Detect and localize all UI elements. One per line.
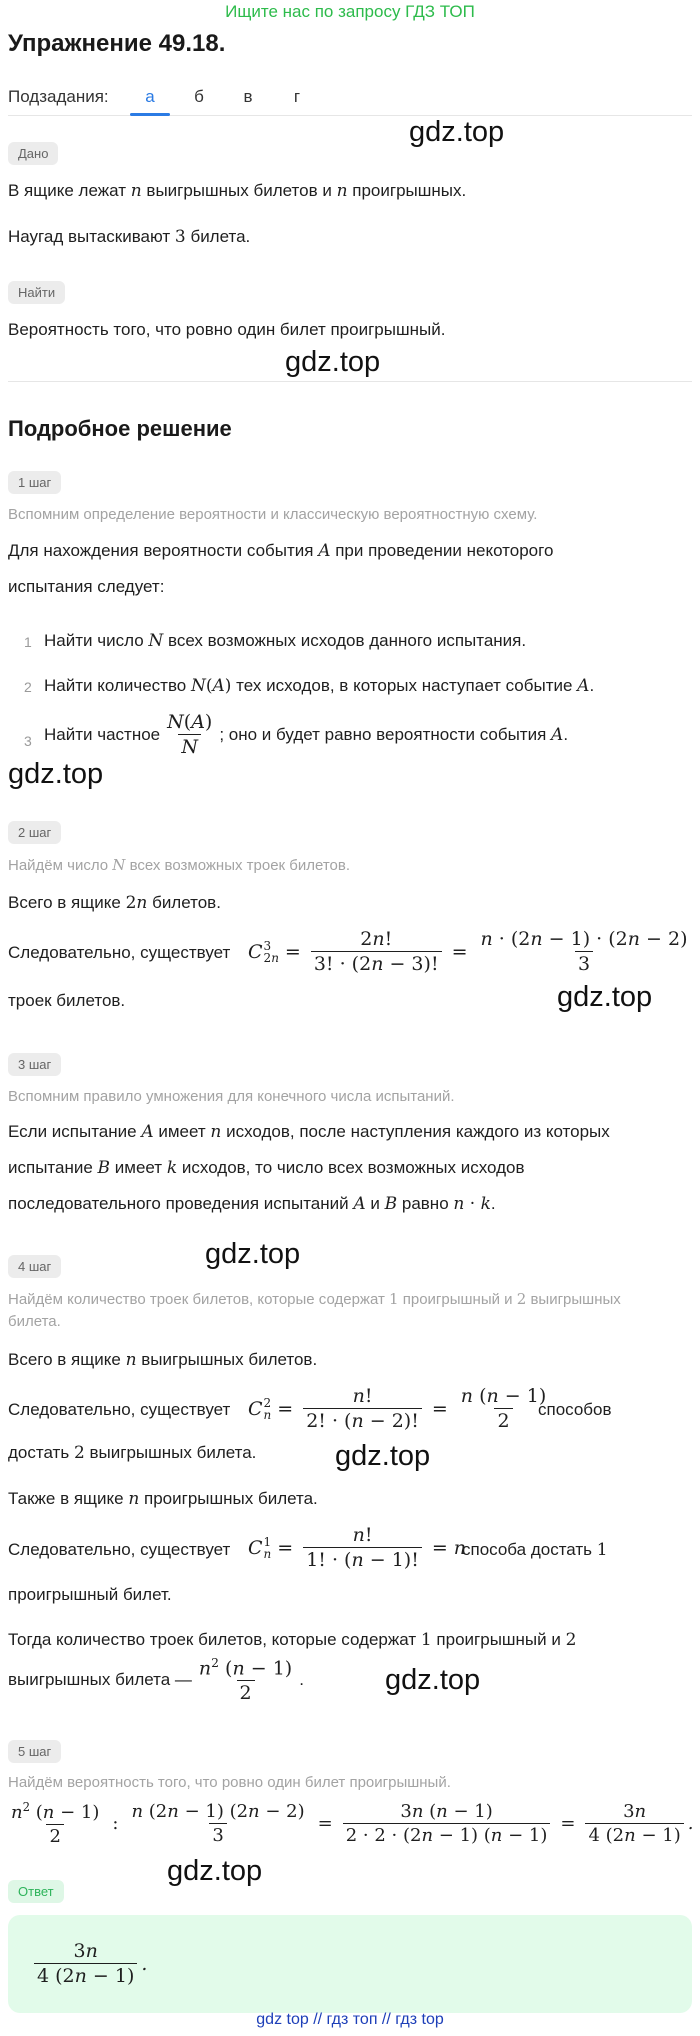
step-1-text: Для нахождения вероятности события A при проведении некоторого bbox=[8, 541, 554, 561]
tab-v[interactable]: в bbox=[243, 87, 253, 106]
step-2-pill: 2 шаг bbox=[8, 821, 61, 844]
step-3-line-2: испытание B имеет k исходов, то число всех возможных исходов bbox=[8, 1158, 525, 1178]
step-4-hint: Найдём количество троек билетов, которые содержат 1 проигрышный и 2 выигрышных bbox=[8, 1290, 621, 1308]
find-text: Вероятность того, что ровно один билет проигрышный. bbox=[8, 320, 446, 339]
step-4-consequence-2: Следовательно, существует bbox=[8, 1540, 231, 1559]
combination-formula: C 1 n = $\frac{n!}{1! \cdot (n - 1)!}$ = n bbox=[248, 1524, 467, 1571]
list-number: 1 bbox=[24, 634, 32, 650]
step-1-pill: 1 шаг bbox=[8, 471, 61, 494]
watermark: gdz.top bbox=[205, 1238, 301, 1270]
given-line-1: В ящике лежат n выигрышных билетов и n проигрышных. bbox=[8, 181, 467, 201]
list-item-1: Найти число N всех возможных исходов данного испытания. bbox=[44, 631, 527, 651]
step-4-total-lose: Также в ящике n проигрышных билета. bbox=[8, 1489, 318, 1509]
step-3-line-3: последовательного проведения испытаний A и B равно n · k. bbox=[8, 1194, 496, 1214]
solution-title: Подробное решение bbox=[8, 416, 232, 441]
step-3-line-1: Если испытание A имеет n исходов, после наступления каждого из которых bbox=[8, 1122, 610, 1142]
combination-formula: C 2 n = $\frac{n!}{2! \cdot (n - 2)!}$ = $\frac{n (n - 1)}{2}$ bbox=[248, 1385, 547, 1432]
step-3-hint: Вспомним правило умножения для конечного числа испытаний. bbox=[8, 1088, 455, 1105]
tabs-divider bbox=[8, 115, 692, 116]
step-2-tail: троек билетов. bbox=[8, 991, 126, 1010]
list-item-2: Найти количество N(A) тех исходов, в которых наступает событие A. bbox=[44, 676, 595, 696]
step-4-then-2: выигрышных билета — $\frac{n^2 (n - 1)}{2}$ . bbox=[8, 1656, 304, 1705]
probability-formula: $\frac{n^2 (n - 1)}{2}$ : $\frac{n (2n - 1) (2n - 2)}{3}$ = $\frac{3n (n - 1)}{2 \cdot 2 \cdot (2n - 1) (n - 1)}$ = $\frac{3n}{4 (2n - 1)}$ . bbox=[11, 1800, 694, 1847]
answer-formula: $\frac{3n}{4 (2n - 1)}$ . bbox=[30, 1940, 147, 1987]
watermark: gdz.top bbox=[557, 981, 653, 1013]
step-1-hint: Вспомним определение вероятности и классическую вероятностную схему. bbox=[8, 506, 538, 523]
answer-pill: Ответ bbox=[8, 1880, 64, 1903]
top-ad-banner[interactable]: Ищите нас по запросу ГДЗ ТОП bbox=[225, 2, 475, 21]
tab-b[interactable]: б bbox=[194, 87, 204, 106]
list-number: 2 bbox=[24, 679, 32, 695]
watermark: gdz.top bbox=[285, 346, 381, 378]
tab-a[interactable]: а bbox=[145, 87, 155, 106]
step-3-pill: 3 шаг bbox=[8, 1053, 61, 1076]
list-number: 3 bbox=[24, 733, 32, 749]
combination-formula: C 3 2n = $\frac{2n!}{3! \cdot (2n - 3)!}$ = $\frac{n \cdot (2n - 1) \cdot (2n - 2)}{3}$ bbox=[248, 928, 688, 975]
step-4-lose-ticket: проигрышный билет. bbox=[8, 1585, 172, 1604]
subtasks-label: Подзадания: bbox=[8, 87, 109, 106]
step-4-then: Тогда количество троек билетов, которые содержат 1 проигрышный и 2 bbox=[8, 1630, 577, 1650]
step-4-pill: 4 шаг bbox=[8, 1255, 61, 1278]
step-4-total-win: Всего в ящике n выигрышных билетов. bbox=[8, 1350, 318, 1370]
section-divider bbox=[8, 381, 692, 382]
given-pill: Дано bbox=[8, 142, 58, 165]
watermark: gdz.top bbox=[335, 1440, 431, 1472]
active-tab-indicator bbox=[130, 113, 170, 116]
watermark: gdz.top bbox=[409, 116, 505, 148]
footer-links[interactable]: gdz top // гдз топ // гдз top bbox=[256, 2011, 444, 2028]
page-title: Упражнение 49.18. bbox=[8, 30, 226, 57]
step-4-line-extract: достать 2 выигрышных билета. bbox=[8, 1443, 257, 1463]
step-4-ways-2: способа достать 1 bbox=[462, 1540, 608, 1560]
step-2-total: Всего в ящике 2n билетов. bbox=[8, 893, 221, 913]
step-4-consequence-1: Следовательно, существует bbox=[8, 1400, 231, 1419]
step-4-ways-1: способов bbox=[538, 1400, 612, 1419]
watermark: gdz.top bbox=[8, 758, 104, 790]
step-1-text-2: испытания следует: bbox=[8, 577, 165, 596]
given-line-2: Наугад вытаскивают 3 билета. bbox=[8, 227, 251, 247]
step-2-hint: Найдём число N всех возможных троек билетов. bbox=[8, 856, 351, 874]
tab-g[interactable]: г bbox=[293, 87, 301, 106]
step-2-consequence: Следовательно, существует bbox=[8, 943, 231, 962]
step-4-hint-2: билета. bbox=[8, 1313, 61, 1330]
watermark: gdz.top bbox=[167, 1855, 263, 1887]
step-5-pill: 5 шаг bbox=[8, 1740, 61, 1763]
list-item-3: Найти частное $\frac{N(A)}{N}$ ; оно и будет равно вероятности события A . bbox=[44, 711, 569, 758]
step-5-hint: Найдём вероятность того, что ровно один билет проигрышный. bbox=[8, 1774, 451, 1791]
find-pill: Найти bbox=[8, 281, 65, 304]
watermark: gdz.top bbox=[385, 1664, 481, 1696]
